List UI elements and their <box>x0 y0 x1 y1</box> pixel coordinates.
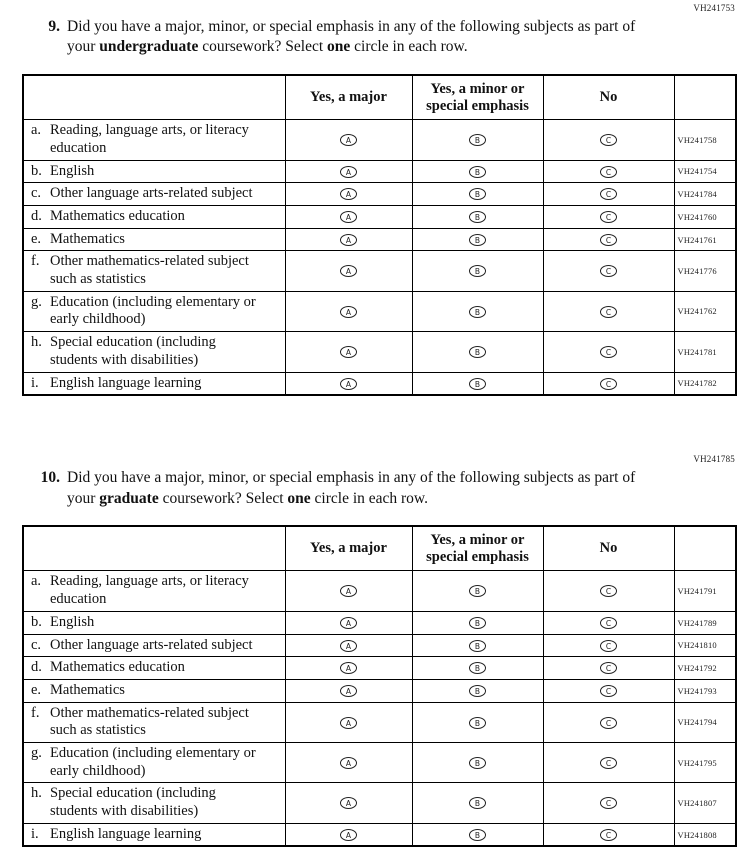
row-code: VH241758 <box>674 120 736 160</box>
row-label: Mathematics <box>50 681 125 698</box>
table-row <box>23 611 736 634</box>
row-label: Mathematics education <box>50 208 185 224</box>
table-row <box>23 160 736 183</box>
response-circle-minor[interactable]: B <box>469 234 486 246</box>
response-circle-no[interactable]: C <box>600 685 617 697</box>
row-code: VH241795 <box>674 742 736 782</box>
row-letter: g. <box>31 293 42 310</box>
row-letter: a. <box>31 573 42 590</box>
header-empty-cell <box>23 526 285 571</box>
header-row <box>23 75 736 120</box>
row-label: Reading, language arts, or literacy education <box>50 122 249 156</box>
response-circle-no[interactable]: C <box>600 134 617 146</box>
row-label: Special education (including students with disabilities) <box>50 785 216 819</box>
header-row <box>23 526 736 571</box>
row-label: English language learning <box>50 825 202 842</box>
row-label: Other language arts-related subject <box>50 185 253 202</box>
response-circle-no[interactable]: C <box>600 640 617 652</box>
response-circle-no[interactable]: C <box>600 166 617 178</box>
header-no: No <box>543 75 674 120</box>
response-circle-minor[interactable]: B <box>469 757 486 769</box>
response-circle-no[interactable]: C <box>600 662 617 674</box>
response-circle-no[interactable]: C <box>600 211 617 223</box>
response-circle-minor[interactable]: B <box>469 585 486 597</box>
response-circle-minor[interactable]: B <box>469 378 486 390</box>
row-code: VH241789 <box>674 611 736 634</box>
question9 <box>34 17 735 58</box>
response-circle-major[interactable]: A <box>340 378 357 390</box>
question10-number: 10. <box>40 469 60 487</box>
row-letter: a. <box>31 122 42 139</box>
row-code: VH241794 <box>674 702 736 742</box>
response-circle-major[interactable]: A <box>340 617 357 629</box>
row-letter: e. <box>31 681 42 698</box>
question9-form-code: VH241753 <box>693 3 735 13</box>
row-code: VH241761 <box>674 228 736 251</box>
response-circle-major[interactable]: A <box>340 829 357 841</box>
response-circle-major[interactable]: A <box>340 717 357 729</box>
row-label: English <box>50 162 95 179</box>
response-circle-major[interactable]: A <box>340 265 357 277</box>
question10-text-bold: graduate <box>99 489 159 507</box>
response-circle-minor[interactable]: B <box>469 166 486 178</box>
row-label: Other language arts-related subject <box>50 636 253 653</box>
header-empty-cell <box>23 75 285 120</box>
response-circle-no[interactable]: C <box>600 188 617 200</box>
question9-text-post: circle in each row. <box>350 38 468 56</box>
row-letter: f. <box>31 704 40 721</box>
row-label: Mathematics education <box>50 659 185 676</box>
response-circle-major[interactable]: A <box>340 234 357 246</box>
question10-table <box>22 525 737 847</box>
response-circle-no[interactable]: C <box>600 797 617 809</box>
row-label: Mathematics <box>50 230 125 247</box>
row-letter: i. <box>31 374 39 391</box>
row-letter: h. <box>31 334 42 351</box>
header-code-cell <box>674 526 736 571</box>
table-row <box>23 571 736 611</box>
table-row <box>23 783 736 823</box>
question10-text <box>67 468 645 509</box>
response-circle-no[interactable]: C <box>600 306 617 318</box>
response-circle-no[interactable]: C <box>600 346 617 358</box>
question10-text-post: circle in each row. <box>310 489 428 507</box>
row-code: VH241762 <box>674 291 736 331</box>
response-circle-major[interactable]: A <box>340 166 357 178</box>
header-yes-major: Yes, a major <box>285 75 412 120</box>
row-letter: g. <box>31 744 42 761</box>
row-code: VH241807 <box>674 783 736 823</box>
row-code: VH241792 <box>674 657 736 680</box>
row-code: VH241791 <box>674 571 736 611</box>
response-circle-minor[interactable]: B <box>469 662 486 674</box>
response-circle-no[interactable]: C <box>600 829 617 841</box>
table-row <box>23 251 736 291</box>
row-label: Reading, language arts, or literacy education <box>50 573 249 608</box>
table-row <box>23 679 736 702</box>
response-circle-no[interactable]: C <box>600 378 617 390</box>
question9-text-bold: undergraduate <box>99 38 199 56</box>
response-circle-no[interactable]: C <box>600 617 617 629</box>
question9-number: 9. <box>48 18 60 35</box>
row-code: VH241782 <box>674 372 736 395</box>
row-letter: b. <box>31 162 42 179</box>
row-letter: c. <box>31 636 42 653</box>
table-row <box>23 702 736 742</box>
table-row <box>23 634 736 657</box>
response-circle-minor[interactable]: B <box>469 306 486 318</box>
row-label: Other mathematics-related subject such as statistics <box>50 704 249 739</box>
table-row <box>23 742 736 782</box>
question10-text-pre: Did you have a major, minor, or special emphasis in any of the following subjects as part of your <box>67 469 636 507</box>
row-code: VH241808 <box>674 823 736 846</box>
header-no: No <box>543 526 674 571</box>
row-label: Special education (including students with disabilities) <box>50 334 216 368</box>
response-circle-major[interactable]: A <box>340 346 357 358</box>
header-yes-minor: Yes, a minor or special emphasis <box>412 526 543 571</box>
response-circle-minor[interactable]: B <box>469 188 486 200</box>
response-circle-no[interactable]: C <box>600 717 617 729</box>
table-row <box>23 657 736 680</box>
row-code: VH241784 <box>674 183 736 206</box>
response-circle-no[interactable]: C <box>600 585 617 597</box>
response-circle-minor[interactable]: B <box>469 134 486 146</box>
row-code: VH241793 <box>674 679 736 702</box>
response-circle-minor[interactable]: B <box>469 685 486 697</box>
question10-form-code: VH241785 <box>693 454 735 465</box>
row-letter: c. <box>31 185 42 202</box>
table-row <box>23 228 736 251</box>
row-code: VH241760 <box>674 206 736 229</box>
response-circle-major[interactable]: A <box>340 757 357 769</box>
header-yes-major: Yes, a major <box>285 526 412 571</box>
question9-text-bold2: one <box>327 38 351 56</box>
response-circle-major[interactable]: A <box>340 585 357 597</box>
row-letter: d. <box>31 659 42 676</box>
row-code: VH241810 <box>674 634 736 657</box>
response-circle-major[interactable]: A <box>340 685 357 697</box>
question10-text-mid: coursework? Select <box>158 489 288 507</box>
row-label: Education (including elementary or early childhood) <box>50 744 256 779</box>
row-letter: h. <box>31 785 42 802</box>
table-row <box>23 823 736 846</box>
response-circle-major[interactable]: A <box>340 134 357 146</box>
response-circle-minor[interactable]: B <box>469 265 486 277</box>
table-row <box>23 372 736 395</box>
response-circle-no[interactable]: C <box>600 757 617 769</box>
response-circle-minor[interactable]: B <box>469 346 486 358</box>
response-circle-minor[interactable]: B <box>469 617 486 629</box>
table-row <box>23 291 736 331</box>
response-circle-major[interactable]: A <box>340 797 357 809</box>
question9-text <box>67 17 645 58</box>
question9-table <box>22 74 737 396</box>
response-circle-major[interactable]: A <box>340 188 357 200</box>
response-circle-minor[interactable]: B <box>469 640 486 652</box>
header-code-cell <box>674 75 736 120</box>
table-row <box>23 120 736 160</box>
response-circle-no[interactable]: C <box>600 265 617 277</box>
row-label: Other mathematics-related subject such as statistics <box>50 253 249 288</box>
question9-text-pre: Did you have a major, minor, or special emphasis in any of the following subjects as part of your <box>67 18 636 56</box>
row-label: English <box>50 613 95 630</box>
response-circle-minor[interactable]: B <box>469 211 486 223</box>
response-circle-major[interactable]: A <box>340 211 357 223</box>
row-code: VH241776 <box>674 251 736 291</box>
response-circle-major[interactable]: A <box>340 640 357 652</box>
row-label: Education (including elementary or early childhood) <box>50 293 256 328</box>
question10 <box>34 468 735 509</box>
row-letter: i. <box>31 825 39 842</box>
question9-text-mid: coursework? Select <box>198 38 328 56</box>
response-circle-major[interactable]: A <box>340 662 357 674</box>
response-circle-no[interactable]: C <box>600 234 617 246</box>
row-letter: b. <box>31 613 42 630</box>
response-circle-minor[interactable]: B <box>469 829 486 841</box>
row-letter: e. <box>31 230 42 247</box>
response-circle-minor[interactable]: B <box>469 717 486 729</box>
row-code: VH241781 <box>674 332 736 372</box>
header-yes-minor: Yes, a minor or special emphasis <box>412 75 543 120</box>
question10-text-bold2: one <box>287 489 311 507</box>
table-row <box>23 183 736 206</box>
row-letter: f. <box>31 253 40 270</box>
table-row <box>23 206 736 229</box>
row-code: VH241754 <box>674 160 736 183</box>
response-circle-major[interactable]: A <box>340 306 357 318</box>
row-label: English language learning <box>50 374 202 391</box>
table-row <box>23 332 736 372</box>
response-circle-minor[interactable]: B <box>469 797 486 809</box>
row-letter: d. <box>31 208 42 224</box>
